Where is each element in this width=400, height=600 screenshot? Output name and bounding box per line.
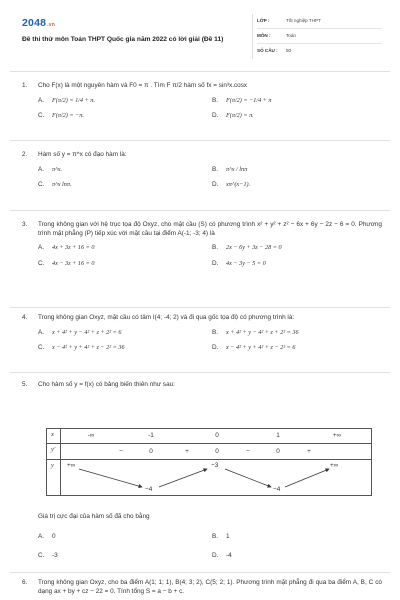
vt-y-mid-top: −3 [211, 462, 219, 469]
option-text: 0 [52, 532, 56, 540]
question-2 [22, 151, 382, 190]
meta-value: Toán [286, 32, 296, 38]
question-text: Giá trị cực đại của hàm số đã cho bằng [38, 513, 150, 520]
option-text: F(π/2) = −1/4 + π [226, 96, 272, 104]
option-c[interactable] [38, 344, 212, 353]
vt-y-left-top: +∞ [67, 462, 76, 469]
question-number: 3. [22, 221, 28, 228]
option-text: F(π/2) = 1/4 + π. [52, 96, 95, 104]
option-key: C. [38, 259, 45, 267]
option-b[interactable] [212, 166, 386, 175]
question-text: Cho F(x) là một nguyên hàm và F0 = π . Tìm F π/2 hàm số fx = sin³x.cosx [38, 82, 248, 89]
exam-meta [252, 14, 382, 59]
meta-key: MÔN : [257, 32, 271, 38]
option-b[interactable] [212, 244, 386, 253]
option-key: C. [38, 344, 45, 352]
meta-row-count [257, 44, 382, 59]
option-text: 2x − 6y + 3z − 28 = 0 [226, 244, 282, 252]
question-text: Cho hàm số y = f(x) có bảng biến thiên như sau: [38, 381, 175, 388]
question-text: Trong không gian Oxyz, mặt cầu có tâm I(4; -4; 2) và đi qua gốc tọa độ có phương trình là: [38, 314, 295, 321]
option-text: 4x + 3z + 16 = 0 [52, 244, 95, 252]
question-3 [22, 221, 382, 269]
question-text: Hàm số y = π^x có đạo hàm là: [38, 151, 127, 158]
option-key: C. [38, 181, 45, 189]
variation-table [46, 428, 372, 496]
option-a[interactable] [38, 166, 212, 175]
vt-x-value: 1 [276, 432, 280, 439]
option-d[interactable] [212, 552, 386, 561]
meta-row-class [257, 14, 382, 29]
question-number: 2. [22, 151, 28, 158]
vt-y-bottom-1: −4 [145, 486, 153, 493]
site-logo[interactable] [22, 16, 55, 30]
arrow-increasing [285, 469, 329, 487]
option-key: A. [38, 244, 45, 252]
arrow-decreasing [79, 469, 142, 487]
vt-arrows [47, 460, 371, 496]
vt-label-dy: y' [51, 446, 56, 453]
option-a[interactable] [38, 329, 212, 338]
option-text: x + 4² + y − 4² + z + 2² = 6 [52, 328, 122, 336]
option-text: F(π/2) = −π. [52, 112, 84, 120]
option-key: B. [212, 165, 219, 173]
option-text: 1 [226, 532, 230, 540]
option-a[interactable] [38, 533, 212, 542]
option-key: B. [212, 244, 219, 252]
divider [10, 210, 390, 211]
logo-main: 2048 [22, 17, 47, 29]
question-number: 1. [22, 82, 28, 89]
meta-row-subject [257, 29, 382, 44]
option-text: F(π/2) = π. [226, 112, 254, 120]
option-text: π^x lnπ. [52, 181, 72, 189]
divider [10, 307, 390, 308]
option-key: B. [212, 96, 219, 104]
option-b[interactable] [212, 533, 386, 542]
vt-dy-sign: − [119, 448, 123, 455]
question-5 [22, 381, 382, 390]
vt-dy-sign: + [307, 448, 311, 455]
question-4 [22, 314, 382, 353]
vt-y-bottom-2: −4 [273, 486, 281, 493]
option-key: C. [38, 552, 45, 560]
option-a[interactable] [38, 244, 212, 253]
vt-y-right-top: +∞ [330, 462, 339, 469]
divider [10, 140, 390, 141]
option-key: D. [212, 181, 219, 189]
option-text: x + 4² + y − 4² + z + 2² = 36 [226, 328, 299, 336]
divider [10, 372, 390, 373]
vt-x-value: +∞ [332, 432, 342, 439]
vt-dy-sign: − [246, 448, 250, 455]
meta-value: 50 [286, 48, 292, 54]
option-c[interactable] [38, 552, 212, 561]
option-a[interactable] [38, 97, 212, 106]
option-text: x − 4² + y + 4² + z − 2² = 6 [226, 344, 296, 352]
option-key: A. [38, 328, 45, 336]
option-text: 4x − 3z + 16 = 0 [52, 259, 95, 267]
question-5-prompt [22, 513, 382, 561]
option-b[interactable] [212, 329, 386, 338]
vt-x-value: -1 [148, 432, 154, 439]
option-key: D. [212, 344, 219, 352]
question-number: 5. [22, 381, 28, 388]
vt-dy-zero: 0 [149, 448, 153, 455]
meta-value: Tốt nghiệp THPT [286, 17, 321, 23]
option-c[interactable] [38, 260, 212, 269]
vt-dy-zero: 0 [215, 448, 219, 455]
option-key: D. [212, 552, 219, 560]
vt-dy-sign: + [185, 448, 189, 455]
option-d[interactable] [212, 344, 386, 353]
question-6 [22, 579, 382, 596]
option-d[interactable] [212, 260, 386, 269]
question-text: Trong không gian với hệ trục tọa độ Oxyz, cho mặt cầu (S) có phương trình x² + y² + z² − 6x + 6y − 2z − 6 = 0. Phương trình mặt phẳng (P) tiếp xúc với mặt cầu tại điểm A(-1; -3; 4) là [38, 221, 382, 237]
option-key: D. [212, 112, 219, 120]
option-text: x − 4² + y + 4² + z − 2² = 36 [52, 344, 125, 352]
divider [10, 572, 390, 573]
question-number: 4. [22, 314, 28, 321]
option-text: xπ^(x−1). [226, 181, 251, 189]
option-key: B. [212, 532, 219, 540]
option-d[interactable] [212, 181, 386, 190]
arrow-decreasing [225, 469, 271, 487]
document-header [22, 10, 382, 70]
vt-x-value: -∞ [87, 432, 95, 439]
option-key: A. [38, 165, 45, 173]
meta-key: SỐ CÂU : [257, 48, 278, 54]
option-key: B. [212, 328, 219, 336]
question-1 [22, 82, 382, 121]
option-text: π^x / lnπ [226, 165, 248, 173]
option-c[interactable] [38, 112, 212, 121]
option-text: 4x − 3y − 5 = 0 [226, 259, 266, 267]
option-key: A. [38, 96, 45, 104]
vt-row-derivative [47, 444, 371, 460]
option-key: D. [212, 259, 219, 267]
option-c[interactable] [38, 181, 212, 190]
arrow-increasing [159, 469, 207, 487]
divider [10, 71, 390, 72]
option-b[interactable] [212, 97, 386, 106]
option-text: -4 [226, 552, 232, 560]
logo-suffix: .vn [47, 22, 55, 28]
vt-row-y [47, 460, 371, 496]
option-d[interactable] [212, 112, 386, 121]
option-key: C. [38, 112, 45, 120]
meta-key: LỚP : [257, 17, 270, 23]
option-text: π^x. [52, 165, 63, 173]
option-text: -3 [52, 552, 58, 560]
option-key: A. [38, 532, 45, 540]
question-text: Trong không gian Oxyz, cho ba điểm A(1; 1; 1), B(4; 3; 2), C(5; 2; 1). Phương trình mặt phẳng đi qua ba điểm A, B, C có dạng ax + by + cz − 22 = 0. Tính tổng S = a − b + c. [38, 579, 382, 595]
vt-x-value: 0 [215, 432, 219, 439]
vt-label-x: x [51, 431, 54, 438]
question-number: 6. [22, 579, 28, 586]
vt-label-y: y [51, 462, 54, 469]
exam-title: Đề thi thử môn Toán THPT Quốc gia năm 2022 có lời giải (Đề 11) [22, 36, 224, 43]
vt-row-x [47, 429, 371, 444]
vt-dy-zero: 0 [276, 448, 280, 455]
